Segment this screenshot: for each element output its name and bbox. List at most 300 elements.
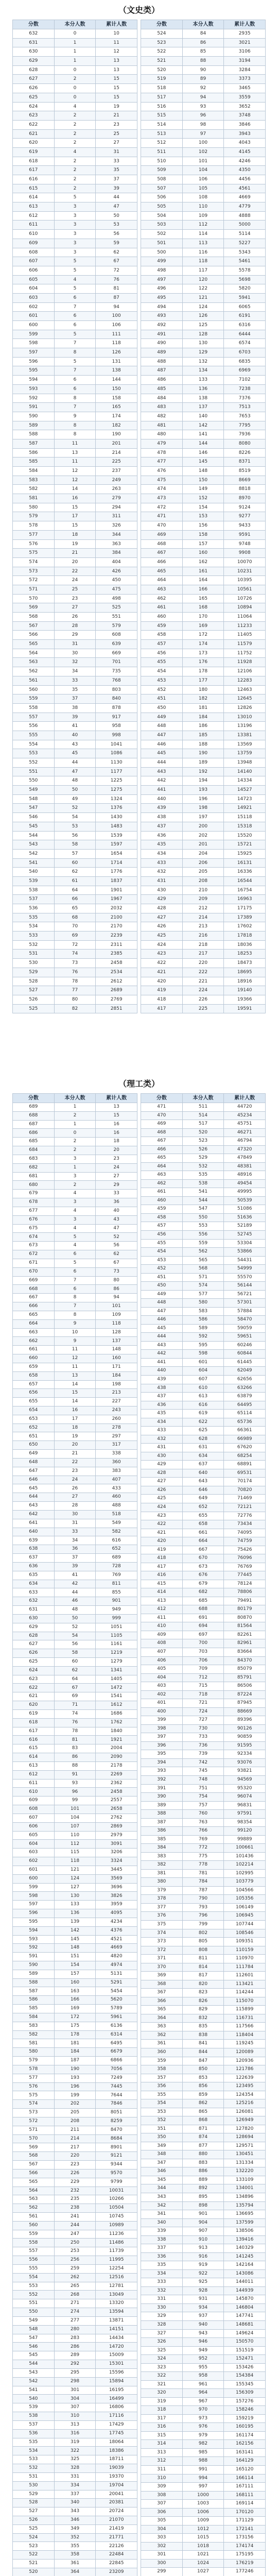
cell-score: 582 (13, 485, 55, 494)
cell-score: 512 (141, 139, 183, 148)
table-row (141, 457, 266, 467)
cell-cumulative: 6835 (224, 357, 266, 366)
cell-cumulative: 68891 (224, 1461, 266, 1469)
cell-score: 338 (141, 2235, 183, 2244)
cell-score: 657 (13, 1380, 55, 1389)
cell-cumulative: 127820 (224, 2125, 266, 2133)
cell-count: 208 (54, 2117, 96, 2126)
cell-cumulative: 171 (96, 1363, 137, 1371)
table-row (141, 1716, 266, 1725)
table-row (13, 1458, 137, 1467)
cell-score: 469 (141, 530, 183, 539)
cell-count: 859 (182, 2091, 224, 2099)
cell-score: 524 (13, 2533, 55, 2542)
cell-score: 500 (141, 248, 183, 257)
cell-score: 359 (141, 2057, 183, 2065)
cell-count: 724 (182, 1707, 224, 1716)
cell-cumulative: 71469 (224, 1495, 266, 1503)
cell-score: 602 (13, 1857, 55, 1866)
cell-count: 808 (182, 1946, 224, 1955)
cell-score: 487 (141, 366, 183, 376)
cell-cumulative: 147741 (224, 2312, 266, 2321)
cell-cumulative: 225 (96, 457, 137, 467)
cell-score: 423 (141, 950, 183, 959)
cell-score: 681 (13, 1172, 55, 1181)
table-row (13, 1476, 137, 1484)
cell-score: 655 (13, 1398, 55, 1406)
cell-cumulative: 128694 (224, 2133, 266, 2142)
cell-score: 457 (141, 1222, 183, 1231)
cell-score: 360 (141, 2048, 183, 2057)
table-row (13, 430, 137, 439)
cell-score: 413 (141, 1597, 183, 1605)
table-row (141, 467, 266, 476)
table-row (13, 1111, 137, 1120)
table-row (141, 2261, 266, 2270)
cell-count: 190 (54, 2065, 96, 2074)
table-row (13, 2447, 137, 2455)
cell-score: 417 (141, 1563, 183, 1571)
header-row (13, 20, 137, 29)
cell-score: 447 (141, 731, 183, 740)
table-row (13, 1814, 137, 1822)
table-row (13, 2256, 137, 2265)
table-row (13, 1571, 137, 1580)
cell-count: 174 (182, 640, 224, 649)
cell-score: 574 (13, 2100, 55, 2109)
cell-cumulative: 80179 (224, 1605, 266, 1614)
cell-count: 28 (54, 1502, 96, 1511)
table-row (13, 2386, 137, 2395)
cell-score: 374 (141, 1929, 183, 1938)
table-row (13, 1709, 137, 1718)
table-row (13, 594, 137, 603)
table-row (141, 2457, 266, 2466)
cell-cumulative: 3091 (96, 1840, 137, 1849)
cell-score: 603 (13, 293, 55, 302)
cell-count: 106 (182, 175, 224, 184)
cell-cumulative: 735 (96, 667, 137, 676)
table-row (141, 2303, 266, 2312)
cell-cumulative: 95320 (224, 1784, 266, 1793)
cell-count: 101 (182, 157, 224, 166)
cell-cumulative: 9591 (224, 530, 266, 539)
table-row (141, 2269, 266, 2278)
cell-count: 577 (182, 1290, 224, 1299)
cell-count: 925 (182, 2278, 224, 2287)
table-row (13, 1892, 137, 1901)
cell-count: 118 (54, 1857, 96, 1866)
cell-score: 622 (13, 1684, 55, 1692)
cell-count: 43 (54, 740, 96, 749)
cell-cumulative: 384 (96, 549, 137, 558)
header-score: 分数 (141, 20, 183, 29)
cell-count: 322 (54, 2447, 96, 2455)
cell-score: 399 (141, 1716, 183, 1725)
table-row (13, 1004, 137, 1013)
cell-cumulative: 4376 (96, 1926, 137, 1935)
cell-score: 526 (13, 2516, 55, 2524)
cell-count: 2 (54, 111, 96, 121)
cell-cumulative: 113421 (224, 1980, 266, 1989)
cell-count: 742 (182, 1758, 224, 1767)
cell-cumulative: 55570 (224, 1273, 266, 1282)
table-row (13, 293, 137, 302)
cell-score: 555 (13, 731, 55, 740)
cell-count: 343 (54, 2507, 96, 2516)
cell-cumulative: 29 (96, 1181, 137, 1190)
cell-count: 209 (182, 895, 224, 904)
cell-cumulative: 12463 (224, 685, 266, 694)
table-row (13, 2568, 137, 2576)
cell-count: 47 (54, 767, 96, 776)
table-row (141, 1341, 266, 1350)
table-row (13, 1120, 137, 1129)
cell-score: 372 (141, 1946, 183, 1955)
cell-cumulative: 99120 (224, 1827, 266, 1836)
cell-cumulative: 126 (96, 348, 137, 358)
cell-score: 537 (13, 895, 55, 904)
cell-score: 411 (141, 1614, 183, 1622)
cell-score: 459 (141, 621, 183, 631)
cell-count: 763 (182, 1818, 224, 1827)
cell-cumulative: 48381 (224, 1162, 266, 1171)
cell-count: 550 (182, 1213, 224, 1222)
table-row (13, 2325, 137, 2334)
cell-score: 554 (13, 2273, 55, 2282)
cell-count: 223 (54, 2161, 96, 2170)
table-row (141, 1895, 266, 1904)
cell-cumulative: 81564 (224, 1622, 266, 1631)
cell-cumulative: 7513 (224, 403, 266, 412)
table-row (13, 1528, 137, 1536)
cell-cumulative: 94 (96, 302, 137, 312)
cell-cumulative: 190 (96, 430, 137, 439)
cell-count: 116 (182, 248, 224, 257)
table-row (13, 1701, 137, 1710)
cell-cumulative: 13759 (224, 749, 266, 758)
cell-count: 364 (54, 2568, 96, 2576)
cell-cumulative: 4974 (96, 1961, 137, 1970)
cell-score: 511 (141, 147, 183, 157)
cell-count: 181 (54, 2039, 96, 2048)
cell-cumulative: 8371 (224, 457, 266, 467)
cell-count: 655 (182, 1512, 224, 1520)
table-row (141, 886, 266, 895)
table-row (141, 430, 266, 439)
cell-score: 602 (13, 302, 55, 312)
cell-count: 988 (182, 2457, 224, 2466)
cell-score: 666 (13, 1302, 55, 1311)
cell-cumulative: 63879 (224, 1393, 266, 1401)
cell-count: 64 (54, 886, 96, 895)
table-row (13, 658, 137, 667)
cell-cumulative: 87945 (224, 1699, 266, 1708)
table-row (141, 950, 266, 959)
cell-count: 141 (182, 430, 224, 439)
cell-cumulative: 1430 (96, 813, 137, 822)
table-row (141, 2091, 266, 2099)
cell-score: 314 (141, 2440, 183, 2449)
cell-count: 829 (182, 2006, 224, 2014)
cell-score: 482 (141, 412, 183, 421)
cell-cumulative: 10395 (224, 576, 266, 585)
cell-cumulative: 120089 (224, 2048, 266, 2057)
cell-score: 566 (13, 631, 55, 640)
cell-count: 646 (182, 1486, 224, 1495)
cell-score: 321 (141, 2380, 183, 2389)
cell-cumulative: 18036 (224, 940, 266, 950)
cell-cumulative: 160 (96, 1354, 137, 1363)
cell-count: 325 (54, 2455, 96, 2464)
cell-score: 499 (141, 257, 183, 266)
cell-cumulative: 23 (96, 1155, 137, 1163)
cell-count: 85 (182, 47, 224, 57)
table-row (141, 1758, 266, 1767)
cell-count: 41 (54, 1571, 96, 1580)
cell-count: 547 (182, 1205, 224, 1214)
table-row (13, 1857, 137, 1866)
cell-score: 599 (13, 330, 55, 339)
table-row (13, 120, 137, 129)
table-row (141, 1205, 266, 1214)
table-row (141, 776, 266, 786)
cell-cumulative: 9344 (96, 2161, 137, 2170)
cell-count: 715 (182, 1682, 224, 1691)
cell-score: 562 (13, 2204, 55, 2213)
cell-count: 229 (54, 2178, 96, 2187)
cell-count: 24 (54, 576, 96, 585)
cell-score: 398 (141, 1724, 183, 1733)
cell-score: 580 (13, 2048, 55, 2057)
table-row (141, 175, 266, 184)
cell-count: 212 (182, 904, 224, 913)
table-row (141, 667, 266, 676)
cell-score: 632 (13, 29, 55, 39)
cell-count: 23 (54, 1467, 96, 1476)
cell-cumulative: 18386 (96, 2447, 137, 2455)
table-row (141, 202, 266, 212)
cell-score: 488 (141, 357, 183, 366)
cell-count: 910 (182, 2235, 224, 2244)
cell-cumulative: 49995 (224, 1188, 266, 1197)
cell-cumulative: 100 (96, 312, 137, 321)
cell-score: 341 (141, 2210, 183, 2219)
cell-count: 583 (182, 1307, 224, 1316)
cell-count: 253 (54, 2247, 96, 2256)
cell-cumulative: 15118 (224, 813, 266, 822)
cell-score: 353 (141, 2108, 183, 2116)
cell-count: 0 (54, 93, 96, 102)
cell-score: 406 (141, 1656, 183, 1665)
table-row (13, 2507, 137, 2516)
cell-cumulative: 11405 (224, 631, 266, 640)
table-row (13, 1423, 137, 1432)
cell-score: 535 (13, 913, 55, 922)
cell-count: 997 (182, 2483, 224, 2492)
cell-cumulative: 1130 (96, 758, 137, 768)
cell-cumulative: 5227 (224, 239, 266, 248)
cell-cumulative: 21 (96, 111, 137, 121)
cell-score: 523 (141, 38, 183, 47)
cell-count: 886 (182, 2167, 224, 2176)
table-row (141, 339, 266, 348)
table-row (13, 1632, 137, 1640)
cell-score: 393 (141, 1767, 183, 1776)
table-row (141, 1614, 266, 1622)
cell-count: 835 (182, 2023, 224, 2031)
table-row (13, 694, 137, 704)
cell-count: 18 (54, 530, 96, 539)
cell-count: 133 (54, 1901, 96, 1909)
cell-score: 617 (13, 166, 55, 175)
cell-score: 514 (141, 120, 183, 129)
cell-cumulative: 2935 (224, 29, 266, 39)
cell-count: 274 (54, 2308, 96, 2317)
cell-score: 394 (141, 1758, 183, 1767)
table-row (141, 2142, 266, 2150)
cell-count: 562 (182, 1248, 224, 1257)
table-row (13, 1901, 137, 1909)
cell-count: 2 (54, 1181, 96, 1190)
cell-cumulative: 62 (96, 1250, 137, 1259)
cell-cumulative: 156309 (224, 2389, 266, 2398)
table-row (141, 1162, 266, 1171)
cell-count: 115 (54, 1849, 96, 1857)
table-row (141, 284, 266, 294)
cell-cumulative: 92334 (224, 1750, 266, 1759)
table-row (141, 2363, 266, 2372)
cell-cumulative: 58470 (224, 1316, 266, 1325)
cell-score: 659 (13, 1363, 55, 1371)
table-row (141, 384, 266, 394)
cell-count: 134 (182, 366, 224, 376)
cell-count: 26 (54, 1484, 96, 1493)
cell-cumulative: 2534 (96, 968, 137, 977)
cell-score: 428 (141, 1469, 183, 1478)
cell-count: 110 (182, 202, 224, 212)
cell-cumulative: 198 (96, 1380, 137, 1389)
cell-score: 361 (141, 2040, 183, 2048)
cell-cumulative: 45751 (224, 1120, 266, 1129)
cell-cumulative: 326 (96, 521, 137, 531)
cell-score: 583 (13, 2022, 55, 2030)
cell-count: 157 (182, 539, 224, 549)
cell-score: 663 (13, 1328, 55, 1337)
table-row (13, 713, 137, 722)
cell-score: 526 (13, 995, 55, 1004)
table-row (13, 2022, 137, 2030)
cell-count: 127 (54, 1883, 96, 1892)
cell-cumulative: 97591 (224, 1810, 266, 1819)
cell-count: 58 (54, 840, 96, 850)
cell-count: 961 (182, 2380, 224, 2389)
cell-count: 619 (182, 1410, 224, 1418)
cell-count: 919 (182, 2261, 224, 2270)
table-row (141, 120, 266, 129)
table-row (141, 2508, 266, 2517)
cell-cumulative: 10745 (96, 2213, 137, 2222)
cell-cumulative: 8051 (96, 2109, 137, 2117)
table-row (13, 139, 137, 148)
cell-score: 333 (141, 2278, 183, 2287)
cell-score: 553 (13, 2282, 55, 2291)
cell-cumulative: 108546 (224, 1929, 266, 1938)
cell-count: 66 (54, 895, 96, 904)
table-row (141, 1128, 266, 1137)
cell-cumulative: 17429 (96, 2420, 137, 2429)
cell-count: 706 (182, 1656, 224, 1665)
cell-cumulative: 1776 (96, 868, 137, 877)
cell-cumulative: 8259 (96, 2117, 137, 2126)
table-row (141, 1512, 266, 1520)
cell-cumulative: 16963 (224, 895, 266, 904)
cell-score: 598 (13, 339, 55, 348)
cell-count: 23 (54, 594, 96, 603)
table-row (141, 139, 266, 148)
table-row (13, 1649, 137, 1658)
cell-cumulative: 174 (96, 412, 137, 421)
table-row (13, 1259, 137, 1267)
cell-count: 709 (182, 1665, 224, 1674)
cell-cumulative: 21771 (96, 2533, 137, 2542)
table-row (13, 904, 137, 913)
cell-score: 542 (13, 849, 55, 858)
table-row (13, 448, 137, 457)
cell-cumulative: 98354 (224, 1818, 266, 1827)
table-row (141, 1222, 266, 1231)
cell-score: 529 (13, 2490, 55, 2499)
table-row (141, 1333, 266, 1342)
score-table-right (141, 20, 266, 1013)
table-row (13, 1467, 137, 1476)
cell-count: 154 (182, 503, 224, 512)
header-count: 本分人数 (54, 1094, 96, 1103)
table-row (141, 2448, 266, 2457)
table-row (141, 631, 266, 640)
cell-score: 438 (141, 1384, 183, 1393)
cell-count: 199 (54, 2091, 96, 2100)
cell-count: 58 (54, 1649, 96, 1658)
cell-score: 620 (13, 139, 55, 148)
cell-cumulative: 70820 (224, 1486, 266, 1495)
table-row (141, 2048, 266, 2057)
table-row (13, 366, 137, 376)
cell-cumulative: 278 (96, 1423, 137, 1432)
cell-count: 703 (182, 1648, 224, 1657)
cell-count: 523 (182, 1137, 224, 1146)
cell-cumulative: 263 (96, 485, 137, 494)
cell-score: 430 (141, 886, 183, 895)
cell-cumulative: 114244 (224, 1989, 266, 1997)
cell-count: 32 (54, 658, 96, 667)
cell-score: 629 (13, 1623, 55, 1632)
cell-count: 901 (182, 2210, 224, 2219)
table-row (13, 2230, 137, 2239)
cell-cumulative: 5291 (96, 1978, 137, 1987)
cell-count: 192 (182, 767, 224, 776)
cell-cumulative: 227 (96, 1398, 137, 1406)
cell-cumulative: 54999 (224, 1265, 266, 1274)
cell-cumulative: 6495 (96, 2039, 137, 2048)
cell-cumulative: 56144 (224, 1282, 266, 1291)
cell-score: 573 (13, 567, 55, 576)
cell-score: 459 (141, 1205, 183, 1214)
table-row (13, 749, 137, 758)
cell-score: 584 (13, 467, 55, 476)
cell-count: 93 (182, 102, 224, 111)
table-row (13, 2273, 137, 2282)
